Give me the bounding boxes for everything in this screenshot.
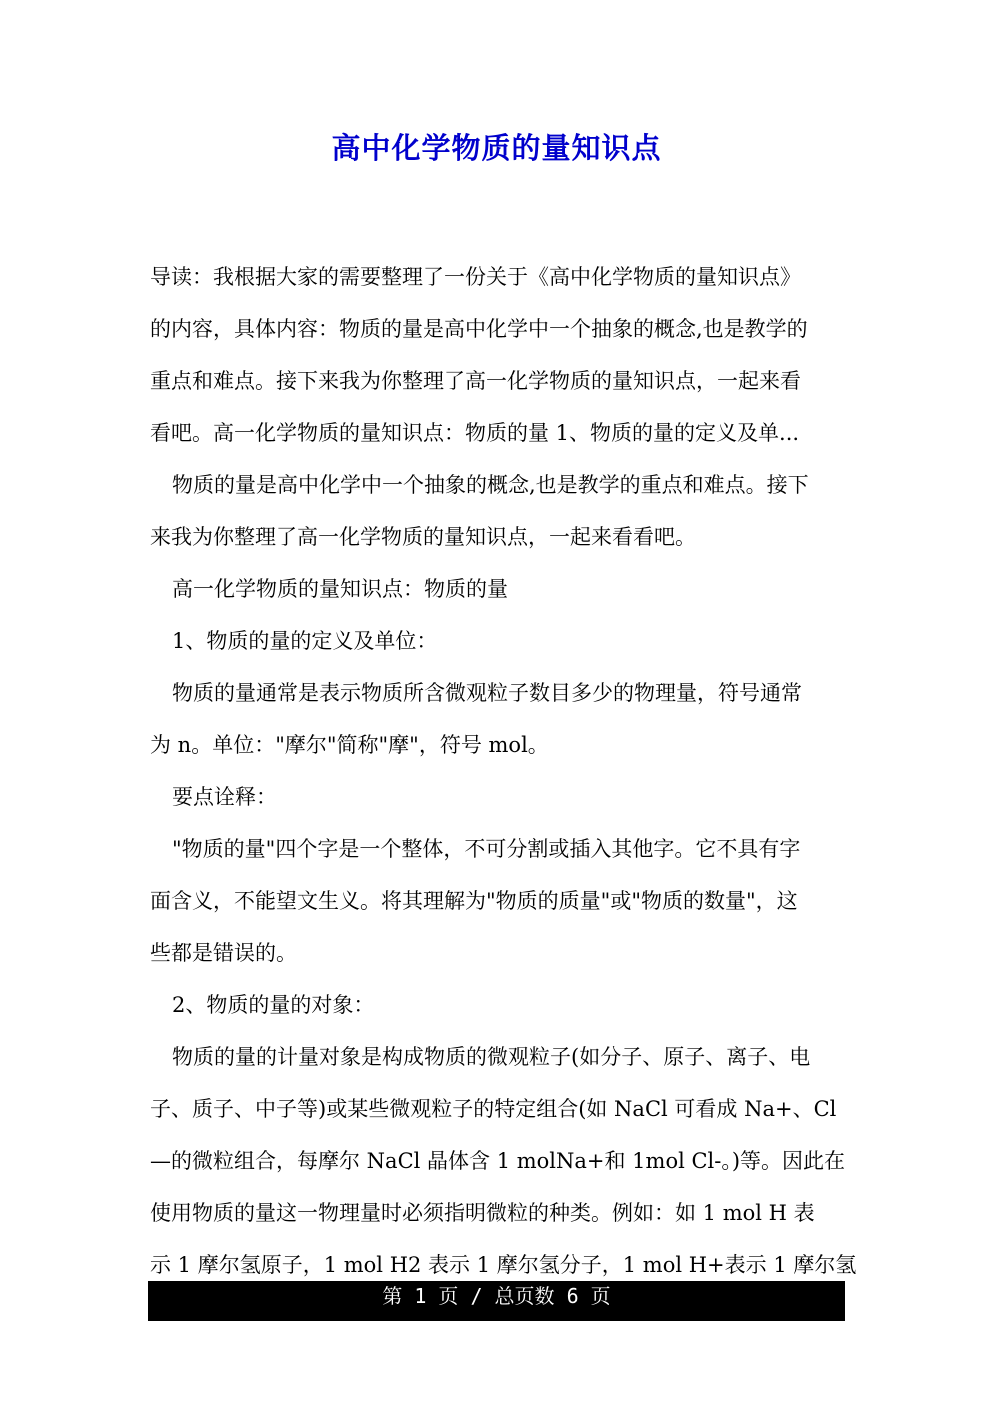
paragraph-line: 示 1 摩尔氢原子，1 mol H2 表示 1 摩尔氢分子，1 mol H+表示 1 摩尔氢 [150,1253,857,1277]
paragraph-line: 子、质子、中子等)或某些微观粒子的特定组合(如 NaCl 可看成 Na+、Cl [150,1097,837,1121]
document-title: 高中化学物质的量知识点 [331,131,662,165]
paragraph-line: 物质的量的计量对象是构成物质的微观粒子(如分子、原子、离子、电 [172,1045,811,1069]
paragraph-line: 使用物质的量这一物理量时必须指明微粒的种类。例如：如 1 mol H 表 [150,1201,815,1225]
paragraph-line: 来我为你整理了高一化学物质的量知识点，一起来看看吧。 [150,525,696,549]
section-heading: 高一化学物质的量知识点：物质的量 [172,577,508,601]
paragraph-line: 物质的量通常是表示物质所含微观粒子数目多少的物理量，符号通常 [172,681,802,705]
section-heading: 1、物质的量的定义及单位： [172,629,438,653]
paragraph-line: 些都是错误的。 [150,941,297,965]
paragraph-line: 物质的量是高中化学中一个抽象的概念,也是教学的重点和难点。接下 [172,473,809,497]
paragraph-line: 的内容，具体内容：物质的量是高中化学中一个抽象的概念,也是教学的 [150,317,808,341]
section-heading: 2、物质的量的对象： [172,993,375,1017]
paragraph-line: 看吧。高一化学物质的量知识点：物质的量 1、物质的量的定义及单... [150,421,800,445]
paragraph-line: —的微粒组合，每摩尔 NaCl 晶体含 1 molNa+和 1mol Cl-。)等。因此在 [150,1149,846,1173]
section-heading: 要点诠释： [172,785,277,809]
paragraph-line: 重点和难点。接下来我为你整理了高一化学物质的量知识点，一起来看 [150,369,801,393]
paragraph-line: 为 n。单位："摩尔"简称"摩"，符号 mol。 [150,733,549,757]
paragraph-line: 导读：我根据大家的需要整理了一份关于《高中化学物质的量知识点》 [150,265,801,289]
paragraph-line: 面含义，不能望文生义。将其理解为"物质的质量"或"物质的数量"，这 [150,889,798,913]
paragraph-line: "物质的量"四个字是一个整体，不可分割或插入其他字。它不具有字 [172,837,801,861]
page-footer: 第 1 页 / 总页数 6 页 [148,1281,845,1321]
